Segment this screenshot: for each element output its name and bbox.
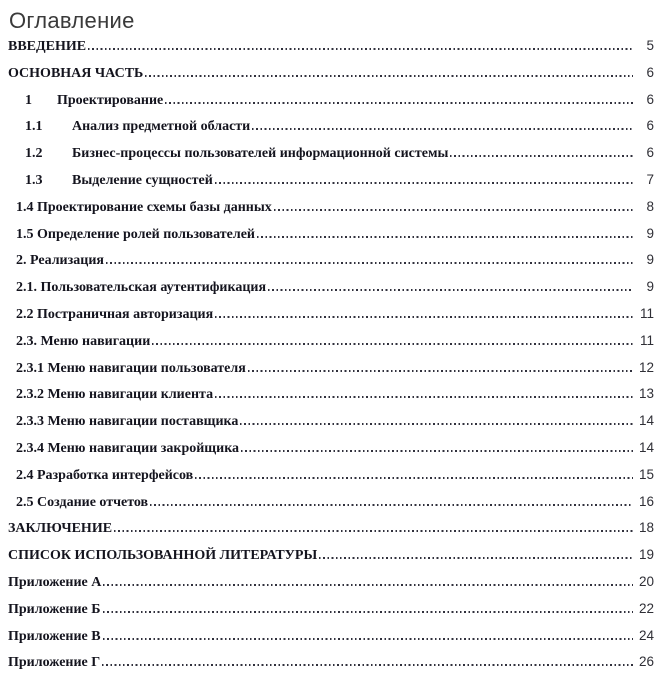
- dotted-leader: [252, 128, 633, 130]
- entry-title: 2.3.3 Меню навигации поставщика: [16, 414, 239, 430]
- toc-entry[interactable]: [8, 172, 654, 199]
- dotted-leader: [240, 423, 633, 425]
- dotted-leader: [150, 504, 633, 506]
- dotted-leader: [241, 450, 633, 452]
- toc-entry[interactable]: [8, 601, 654, 628]
- page-number: 5: [646, 38, 654, 53]
- page-number: 14: [638, 439, 654, 455]
- toc-entry[interactable]: [8, 252, 654, 279]
- page-number: 20: [638, 573, 654, 589]
- dotted-leader: [103, 638, 633, 640]
- dotted-leader: [145, 75, 633, 77]
- page-number: 6: [646, 64, 654, 80]
- page-number: 11: [639, 332, 654, 348]
- toc-entry[interactable]: [8, 628, 654, 655]
- entry-title: ВВЕДЕНИЕ: [8, 39, 87, 54]
- dotted-leader: [319, 557, 633, 559]
- page-number: 16: [638, 493, 654, 509]
- page-number: 13: [638, 386, 654, 402]
- dotted-leader: [88, 48, 633, 50]
- toc-entry[interactable]: [8, 574, 654, 601]
- dotted-leader: [103, 611, 633, 613]
- entry-title: ОСНОВНАЯ ЧАСТЬ: [8, 65, 144, 81]
- dotted-leader: [106, 262, 633, 264]
- page-title: Оглавление: [9, 8, 135, 33]
- entry-title: 2.4 Разработка интерфейсов: [16, 467, 194, 483]
- toc-entry[interactable]: [8, 654, 654, 681]
- entry-title: 2.1. Пользовательская аутентификация: [16, 280, 267, 296]
- toc-entry[interactable]: [8, 226, 654, 253]
- entry-title: 2.3.2 Меню навигации клиента: [16, 387, 214, 403]
- entry-title: Бизнес-процессы пользователей информационной системы: [72, 146, 449, 162]
- toc-entry[interactable]: [8, 199, 654, 226]
- toc-entry[interactable]: [8, 547, 654, 574]
- page-number: 19: [638, 547, 654, 563]
- dotted-leader: [257, 236, 633, 238]
- page-number: 22: [638, 600, 654, 616]
- toc-entry[interactable]: [8, 360, 654, 387]
- page-number: 8: [646, 198, 654, 214]
- dotted-leader: [215, 316, 633, 318]
- entry-title: Приложение А: [8, 574, 102, 590]
- dotted-leader: [103, 584, 633, 586]
- entry-title: 2.3.1 Меню навигации пользователя: [16, 360, 246, 376]
- dotted-leader: [165, 102, 633, 104]
- toc-entry[interactable]: [8, 65, 654, 92]
- page-number: 6: [646, 145, 654, 161]
- dotted-leader: [268, 289, 633, 291]
- dotted-leader: [248, 370, 633, 372]
- toc-entry[interactable]: [8, 38, 654, 65]
- entry-title: Приложение Г: [8, 655, 101, 671]
- page-number: 9: [646, 252, 654, 268]
- dotted-leader: [274, 209, 633, 211]
- entry-title: Выделение сущностей: [72, 172, 213, 188]
- entry-title: 1.4 Проектирование схемы базы данных: [16, 199, 272, 215]
- dotted-leader: [152, 343, 633, 345]
- toc-entry[interactable]: [8, 92, 654, 119]
- page-number: 24: [638, 627, 654, 643]
- page-number: 11: [639, 305, 654, 321]
- entry-title: 2. Реализация: [16, 253, 104, 269]
- dotted-leader: [114, 530, 633, 532]
- dotted-leader: [215, 182, 633, 184]
- page-number: 12: [638, 359, 654, 375]
- entry-title: СПИСОК ИСПОЛЬЗОВАННОЙ ЛИТЕРАТУРЫ: [8, 548, 318, 564]
- table-of-contents: [8, 38, 654, 681]
- entry-number: 1.1: [25, 119, 43, 135]
- toc-entry[interactable]: [8, 306, 654, 333]
- entry-title: ЗАКЛЮЧЕНИЕ: [8, 521, 113, 537]
- entry-number: 1.3: [25, 172, 43, 188]
- entry-title: 2.3.4 Меню навигации закройщика: [16, 440, 240, 456]
- entry-title: 2.2 Постраничная авторизация: [16, 306, 214, 322]
- dotted-leader: [450, 155, 633, 157]
- page-number: 6: [646, 91, 654, 107]
- toc-entry[interactable]: [8, 118, 654, 145]
- toc-entry[interactable]: [8, 279, 654, 306]
- toc-entry[interactable]: [8, 440, 654, 467]
- dotted-leader: [215, 396, 633, 398]
- entry-number: 1: [25, 92, 32, 108]
- toc-entry[interactable]: [8, 467, 654, 494]
- page-number: 9: [646, 279, 654, 295]
- toc-entry[interactable]: [8, 333, 654, 360]
- page-number: 9: [646, 225, 654, 241]
- dotted-leader: [195, 477, 633, 479]
- entry-title: 2.3. Меню навигации: [16, 333, 151, 349]
- page-number: 7: [646, 171, 654, 187]
- entry-title: 1.5 Определение ролей пользователей: [16, 226, 255, 242]
- entry-title: 2.5 Создание отчетов: [16, 494, 149, 510]
- entry-title: Приложение Б: [8, 601, 101, 617]
- toc-entry[interactable]: [8, 520, 654, 547]
- page-number: 6: [646, 118, 654, 134]
- toc-entry[interactable]: [8, 494, 654, 521]
- entry-title: Проектирование: [57, 92, 164, 108]
- toc-entry[interactable]: [8, 386, 654, 413]
- toc-entry[interactable]: [8, 145, 654, 172]
- entry-number: 1.2: [25, 146, 43, 162]
- page-number: 14: [638, 413, 654, 429]
- page-number: 26: [638, 654, 654, 670]
- entry-title: Приложение В: [8, 628, 101, 644]
- dotted-leader: [102, 664, 633, 666]
- page-number: 18: [638, 520, 654, 536]
- page-number: 15: [638, 466, 654, 482]
- entry-title: Анализ предметной области: [72, 119, 251, 135]
- toc-entry[interactable]: [8, 413, 654, 440]
